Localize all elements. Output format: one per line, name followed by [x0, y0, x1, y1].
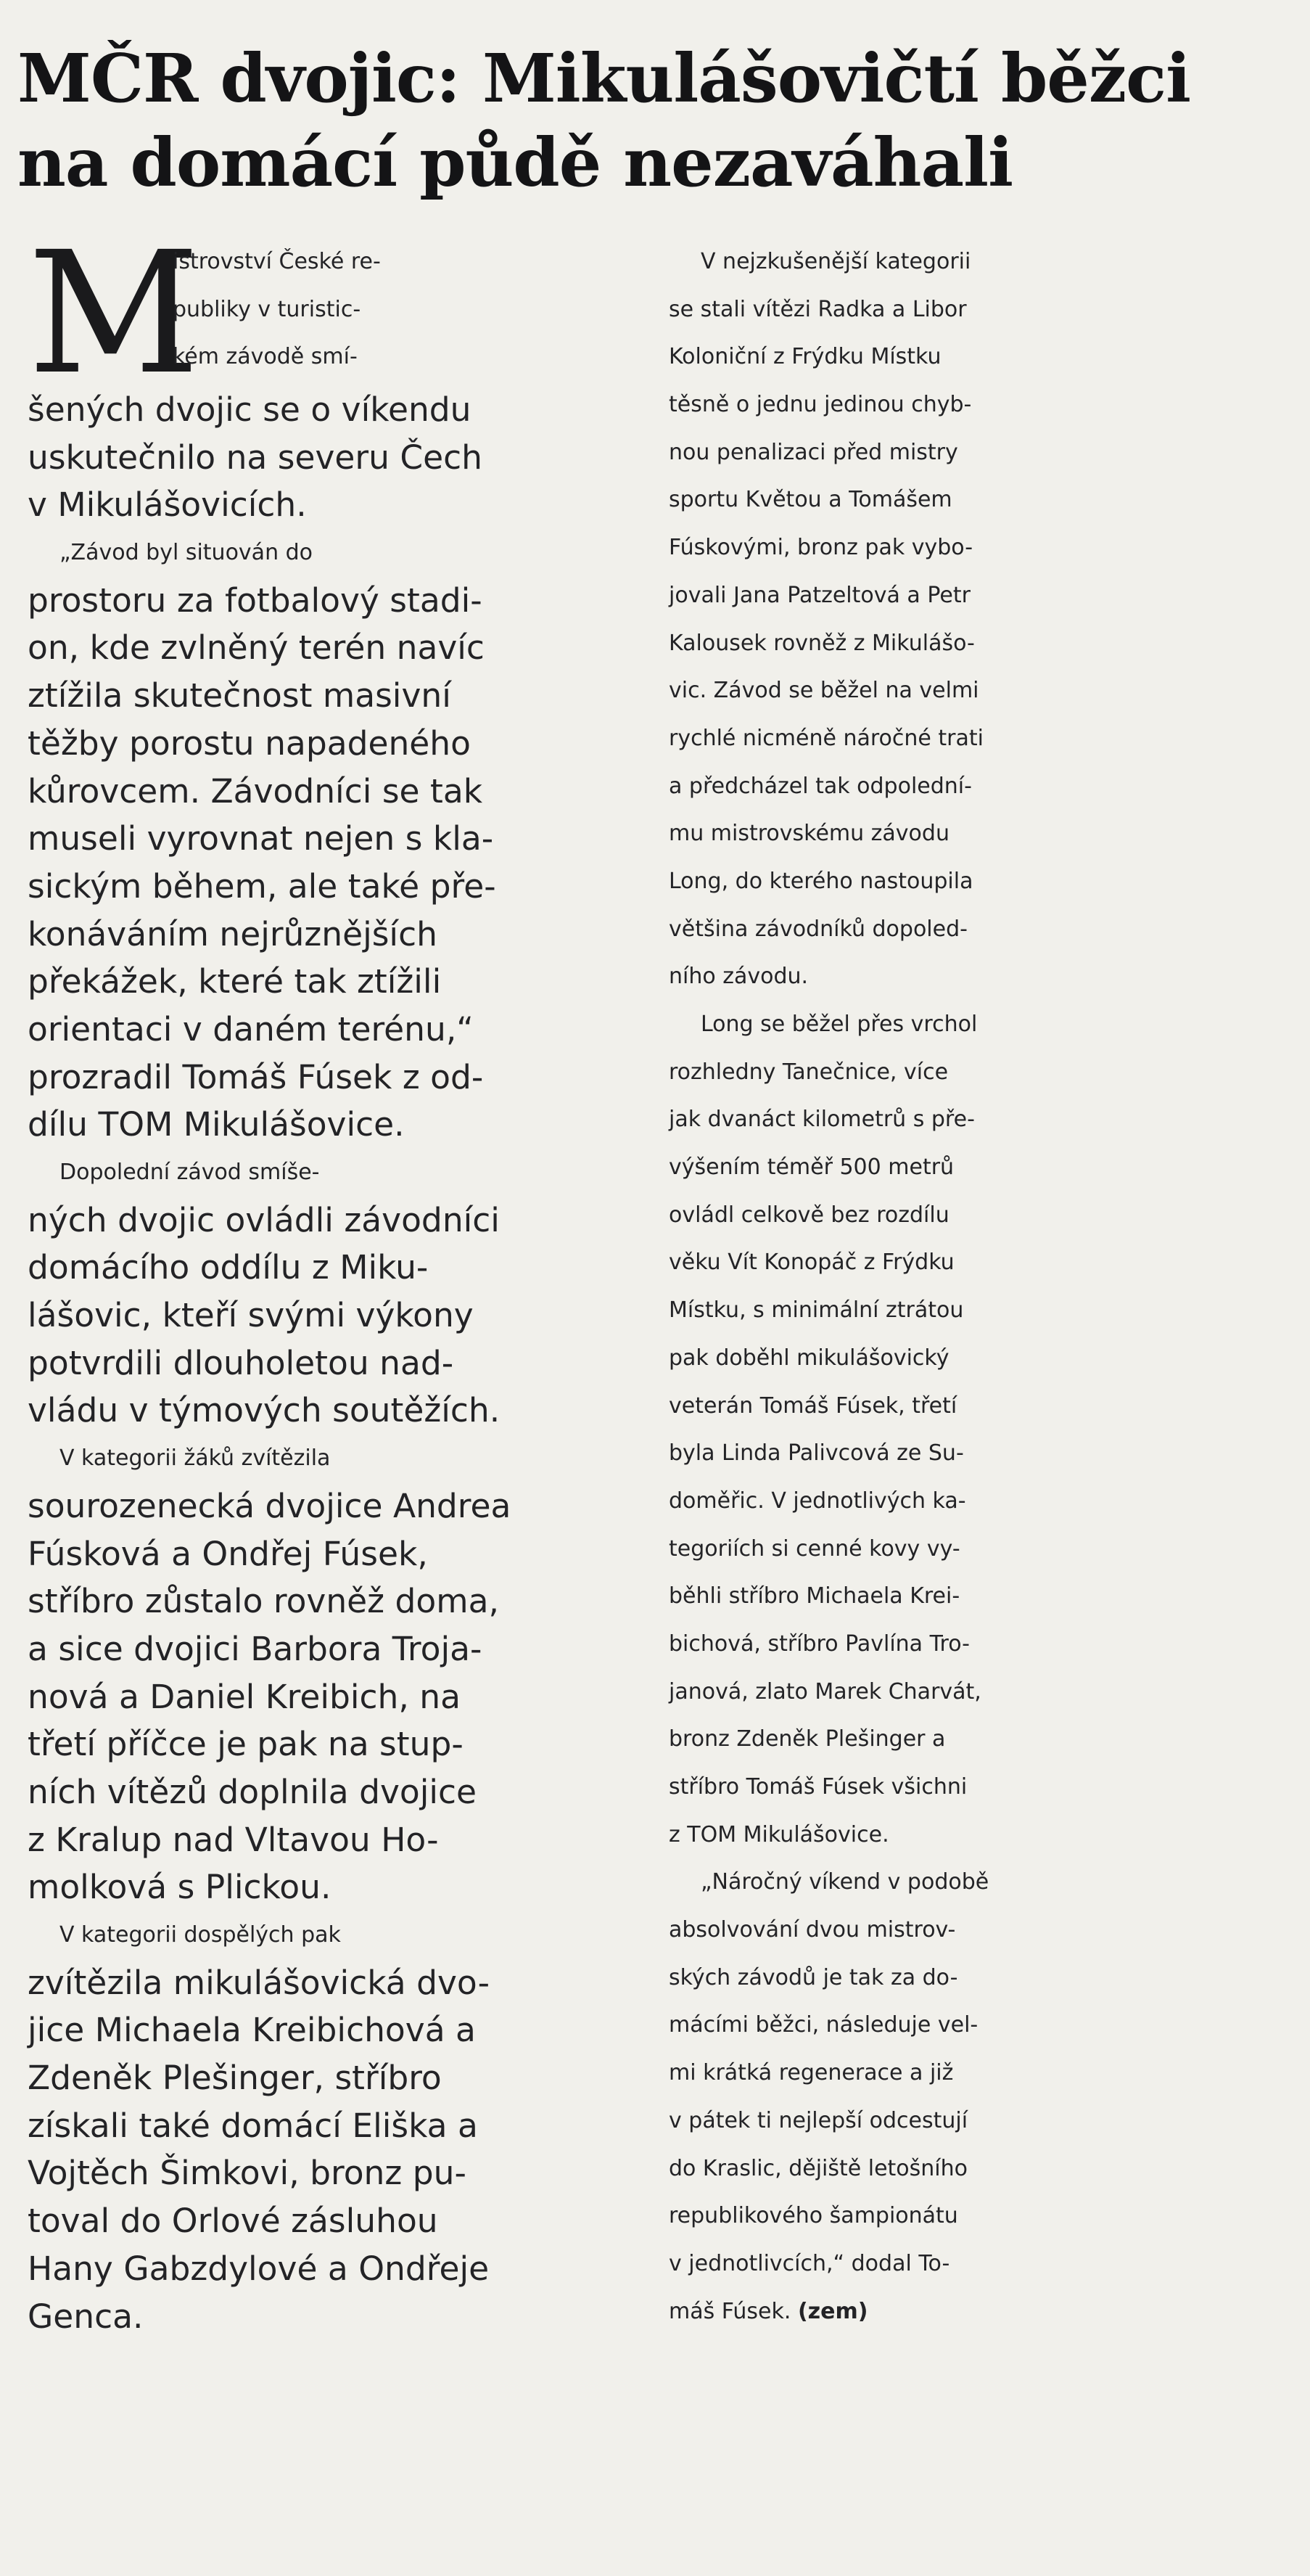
text-line: třetí příčce je pak na stup- [28, 1725, 464, 1764]
headline-line-1: MČR dvojic: Mikulášovičtí běžci [17, 39, 1191, 118]
text-line: jak dvanáct kilometrů s pře- [669, 1107, 975, 1133]
text-line: bichová, stříbro Pavlína Tro- [669, 1630, 970, 1657]
text-line: v pátek ti nejlepší odcestují [669, 2107, 968, 2133]
text-line: ztížila skutečnost masivní [28, 676, 451, 715]
text-line: Long, do kterého nastoupila [669, 868, 973, 894]
text-line: potvrdili dlouholetou nad- [28, 1343, 454, 1382]
text-line: Fúskovými, bronz pak vybo- [669, 535, 973, 561]
text-line: šených dvojic se o víkendu [28, 390, 471, 429]
text-line: a předcházel tak odpolední- [669, 773, 972, 799]
text-line: kůrovcem. Závodníci se tak [28, 771, 483, 811]
text-line: se stali vítězi Radka a Libor [669, 296, 967, 322]
text-line: Hany Gabzdylové a Ondřeje [28, 2249, 490, 2288]
text-line: Vojtěch Šimkovi, bronz pu- [28, 2154, 466, 2193]
text-line: konáváním nejrůznějších [28, 914, 437, 953]
text-line: většina závodníků dopoled- [669, 916, 968, 942]
text-line: ských závodů je tak za do- [669, 1964, 958, 1990]
drop-cap: M [28, 216, 200, 411]
article-columns [17, 216, 1278, 2340]
text-line: stříbro zůstalo rovněž doma, [28, 1582, 499, 1621]
text-line: z Kralup nad Vltavou Ho- [28, 1820, 439, 1859]
text-line: a sice dvojici Barbora Troja- [28, 1629, 482, 1668]
text-line: toval do Orlové zásluhou [28, 2202, 438, 2241]
text-line: Koloniční z Frýdku Místku [669, 344, 942, 370]
text-line: mácími běžci, následuje vel- [669, 2012, 979, 2038]
text-line: publiky v turistic- [173, 296, 361, 322]
paragraph-start-line: V nejzkušenější kategorii [701, 249, 971, 274]
text-line: z TOM Mikulášovice. [669, 1821, 889, 1847]
paragraph-start-line: Dopolední závod smíše- [59, 1160, 320, 1185]
text-line: výšením téměř 500 metrů [669, 1154, 955, 1181]
text-line: pak doběhl mikulášovický [669, 1345, 949, 1371]
text-line: istrovství České re- [173, 249, 381, 274]
text-line: doměřic. V jednotlivých ka- [669, 1488, 966, 1514]
text-line: lášovic, kteří svými výkony [28, 1296, 474, 1335]
text-line: ního závodu. [669, 964, 809, 990]
text-line: bronz Zdeněk Plešinger a [669, 1726, 946, 1752]
text-line: nová a Daniel Kreibich, na [28, 1677, 461, 1716]
paragraph-start-line: „Závod byl situován do [59, 540, 313, 566]
left-column [17, 216, 637, 2340]
text-line: tegoriích si cenné kovy vy- [669, 1535, 960, 1562]
text-line: jovali Jana Patzeltová a Petr [669, 582, 971, 608]
text-line: prozradil Tomáš Fúsek z od- [28, 1057, 484, 1096]
author-signature: (zem) [797, 2298, 868, 2324]
text-line: kém závodě smí- [173, 344, 358, 370]
text-line: nou penalizaci před mistry [669, 439, 958, 465]
text-line: dílu TOM Mikulášovice. [28, 1105, 405, 1144]
text-line: vládu v týmových soutěžích. [28, 1391, 500, 1430]
text-line: zvítězila mikulášovická dvo- [28, 1963, 490, 2002]
text-line: Fúsková a Ondřej Fúsek, [28, 1534, 428, 1573]
text-line: ovládl celkově bez rozdílu [669, 1202, 949, 1228]
paragraph-start-line: „Náročný víkend v podobě [701, 1869, 989, 1895]
article-headline [17, 36, 1278, 205]
text-line: vic. Závod se běžel na velmi [669, 678, 979, 704]
drop-cap-lines [173, 238, 637, 386]
text-line: republikového šampionátu [669, 2203, 958, 2229]
text-line: molková s Plickou. [28, 1868, 331, 1907]
text-line: rychlé nicméně náročné trati [669, 725, 984, 751]
paragraph-start-line: V kategorii žáků zvítězila [59, 1445, 331, 1472]
text-line: ních vítězů doplnila dvojice [28, 1772, 477, 1811]
text-line: sportu Květou a Tomášem [669, 487, 952, 513]
headline-line-2: na domácí půdě nezaváhali [17, 123, 1013, 202]
text-line: domácího oddílu z Miku- [28, 1248, 429, 1287]
text-line: janová, zlato Marek Charvát, [669, 1678, 981, 1705]
text-line: stříbro Tomáš Fúsek všichni [669, 1774, 968, 1800]
text-line: Genca. [28, 2297, 144, 2336]
text-line: v jednotlivcích,“ dodal To- [669, 2250, 950, 2276]
text-line: mu mistrovskému závodu [669, 821, 949, 847]
text-line: museli vyrovnat nejen s kla- [28, 819, 494, 858]
text-line: veterán Tomáš Fúsek, třetí [669, 1392, 957, 1419]
text-line: do Kraslic, dějiště letošního [669, 2155, 968, 2181]
text-line: orientaci v daném terénu,“ [28, 1009, 474, 1049]
text-line: mi krátká regenerace a již [669, 2060, 954, 2086]
text-line: získali také domácí Eliška a [28, 2106, 478, 2145]
text-line: překážek, které tak ztížili [28, 962, 442, 1001]
left-column-body [28, 386, 637, 2340]
right-column [669, 238, 1278, 2340]
text-line: těsně o jednu jedinou chyb- [669, 392, 972, 418]
text-line: rozhledny Tanečnice, více [669, 1059, 949, 1085]
text-line: těžby porostu napadeného [28, 723, 471, 763]
text-line: byla Linda Palivcová ze Su- [669, 1440, 964, 1467]
closing-text: máš Fúsek. [669, 2298, 791, 2324]
text-line: on, kde zvlněný terén navíc [28, 628, 485, 668]
right-column-body [669, 238, 1278, 2288]
text-line: absolvování dvou mistrov- [669, 1917, 956, 1943]
paragraph-start-line: V kategorii dospělých pak [59, 1922, 341, 1948]
text-line: věku Vít Konopáč z Frýdku [669, 1250, 955, 1276]
text-line: v Mikulášovicích. [28, 485, 307, 525]
text-line: sourozenecká dvojice Andrea [28, 1486, 511, 1525]
text-line: Kalousek rovněž z Mikulášo- [669, 630, 975, 656]
text-line: jice Michaela Kreibichová a [28, 2011, 476, 2050]
text-line: sickým během, ale také pře- [28, 866, 496, 906]
text-line: prostoru za fotbalový stadi- [28, 581, 482, 620]
text-line: Zdeněk Plešinger, stříbro [28, 2059, 442, 2098]
closing-line [669, 2288, 1278, 2336]
text-line: uskutečnilo na severu Čech [28, 438, 483, 477]
paragraph-start-line: Long se běžel přes vrchol [701, 1012, 978, 1037]
text-line: ných dvojic ovládli závodníci [28, 1200, 500, 1239]
text-line: běhli stříbro Michaela Krei- [669, 1583, 960, 1609]
text-line: Místku, s minimální ztrátou [669, 1297, 964, 1324]
